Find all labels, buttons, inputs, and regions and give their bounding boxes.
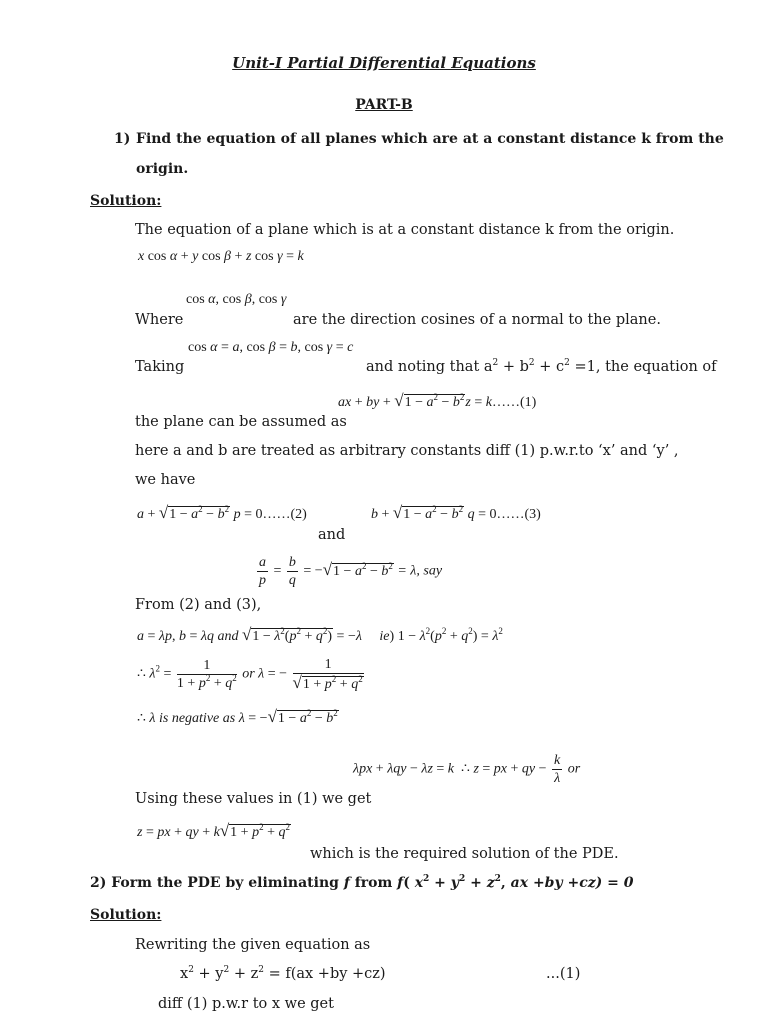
assumed-text: the plane can be assumed as xyxy=(135,414,347,430)
we-have-text: we have xyxy=(135,472,196,488)
question-1-number: 1) xyxy=(114,131,131,147)
final-solution: z = px + qy + $k√1 + p^2 + q^2$ xyxy=(137,821,290,840)
required-solution-text: which is the required solution of the PDE. xyxy=(310,846,619,862)
arbitrary-text: here a and b are treated as arbitrary constants diff (1) p.w.r.to ‘x’ and ‘y’ , xyxy=(135,443,679,459)
equation-1-tag: ……(1) xyxy=(491,395,537,410)
diff-text: diff (1) p.w.r to x we get xyxy=(158,996,334,1012)
solution-label-2: Solution: xyxy=(90,907,162,923)
from-2-3-text: From (2) and (3), xyxy=(135,597,262,613)
lambda-square: ∴ $\lambda^2$ = $\frac{1}{1 + p^2 + q^2}$ or λ = − $\frac{1}{√1 + p^2 + q^2}$ xyxy=(137,657,363,692)
page-title: Unit-I Partial Differential Equations xyxy=(232,54,536,72)
equation-3: $b + √1 - a^2 - b^2$ q = 0……(3) xyxy=(371,503,541,522)
equation-2-tag: ……(2) xyxy=(262,507,307,522)
rewritten-equation-tag: ...(1) xyxy=(546,966,581,982)
where-tail: are the direction cosines of a normal to the plane. xyxy=(293,312,661,328)
question-1-text-line2: origin. xyxy=(136,161,189,177)
taking-label: Taking xyxy=(135,359,185,375)
question-1-text-line1: Find the equation of all planes which are at a constant distance k from the xyxy=(136,131,724,147)
equation-1: ax + by + $√1 - a^2 - b^2z$ = k……(1) xyxy=(338,391,537,410)
solution-1-intro: The equation of a plane which is at a constant distance k from the origin. xyxy=(135,222,675,238)
direction-cosines-expr: cos α, cos β, cos γ xyxy=(186,292,287,307)
rewritten-equation: $x^2 + y^2 + z^2 = f(ax +by +cz)$ xyxy=(180,965,386,982)
question-2-text: 2) Form the PDE by eliminating f from f( $x^2 + y^2 + z^2$, ax +by +cz) = 0 xyxy=(90,874,634,891)
equation-2: $a + √1 - a^2 - b^2$ p = 0……(2) xyxy=(137,503,307,522)
ratio-equation: $\frac{a}{p}$ = $\frac{b}{q}$ = $-√1 - a^2 - b^2 = \lambda$, say xyxy=(259,555,443,588)
rewriting-text: Rewriting the given equation as xyxy=(135,937,371,953)
substituted-equation: λpx + λqy − λz = k ∴ z = px + qy − $\frac{k}{\lambda}$ or xyxy=(353,753,581,786)
taking-expr: cos α = a, cos β = b, cos γ = c xyxy=(188,340,354,355)
using-values-text: Using these values in (1) we get xyxy=(135,791,372,807)
noting-text: and noting that $a^2 + b^2 + c^2 =1$, the equation of xyxy=(366,358,717,375)
lambda-relation: a = λp, b = λq and $√1 - \lambda^2(p^2 + q^2) = -\lambda$ ie) $1 - \lambda^2(p^2 + q^2) = \lambda^2$ xyxy=(137,625,503,644)
lambda-negative: ∴ λ is negative as $\lambda = -√1 - a^2 - b^2$ xyxy=(137,707,338,726)
plane-equation: x cos α + y cos β + z cos γ = k xyxy=(138,249,304,264)
part-heading: PART-B xyxy=(355,97,413,113)
lambda-say: = λ, say xyxy=(397,563,443,579)
equation-3-tag: ……(3) xyxy=(496,507,541,522)
solution-label-1: Solution: xyxy=(90,193,162,209)
where-label: Where xyxy=(135,312,184,328)
and-text: and xyxy=(318,527,346,543)
